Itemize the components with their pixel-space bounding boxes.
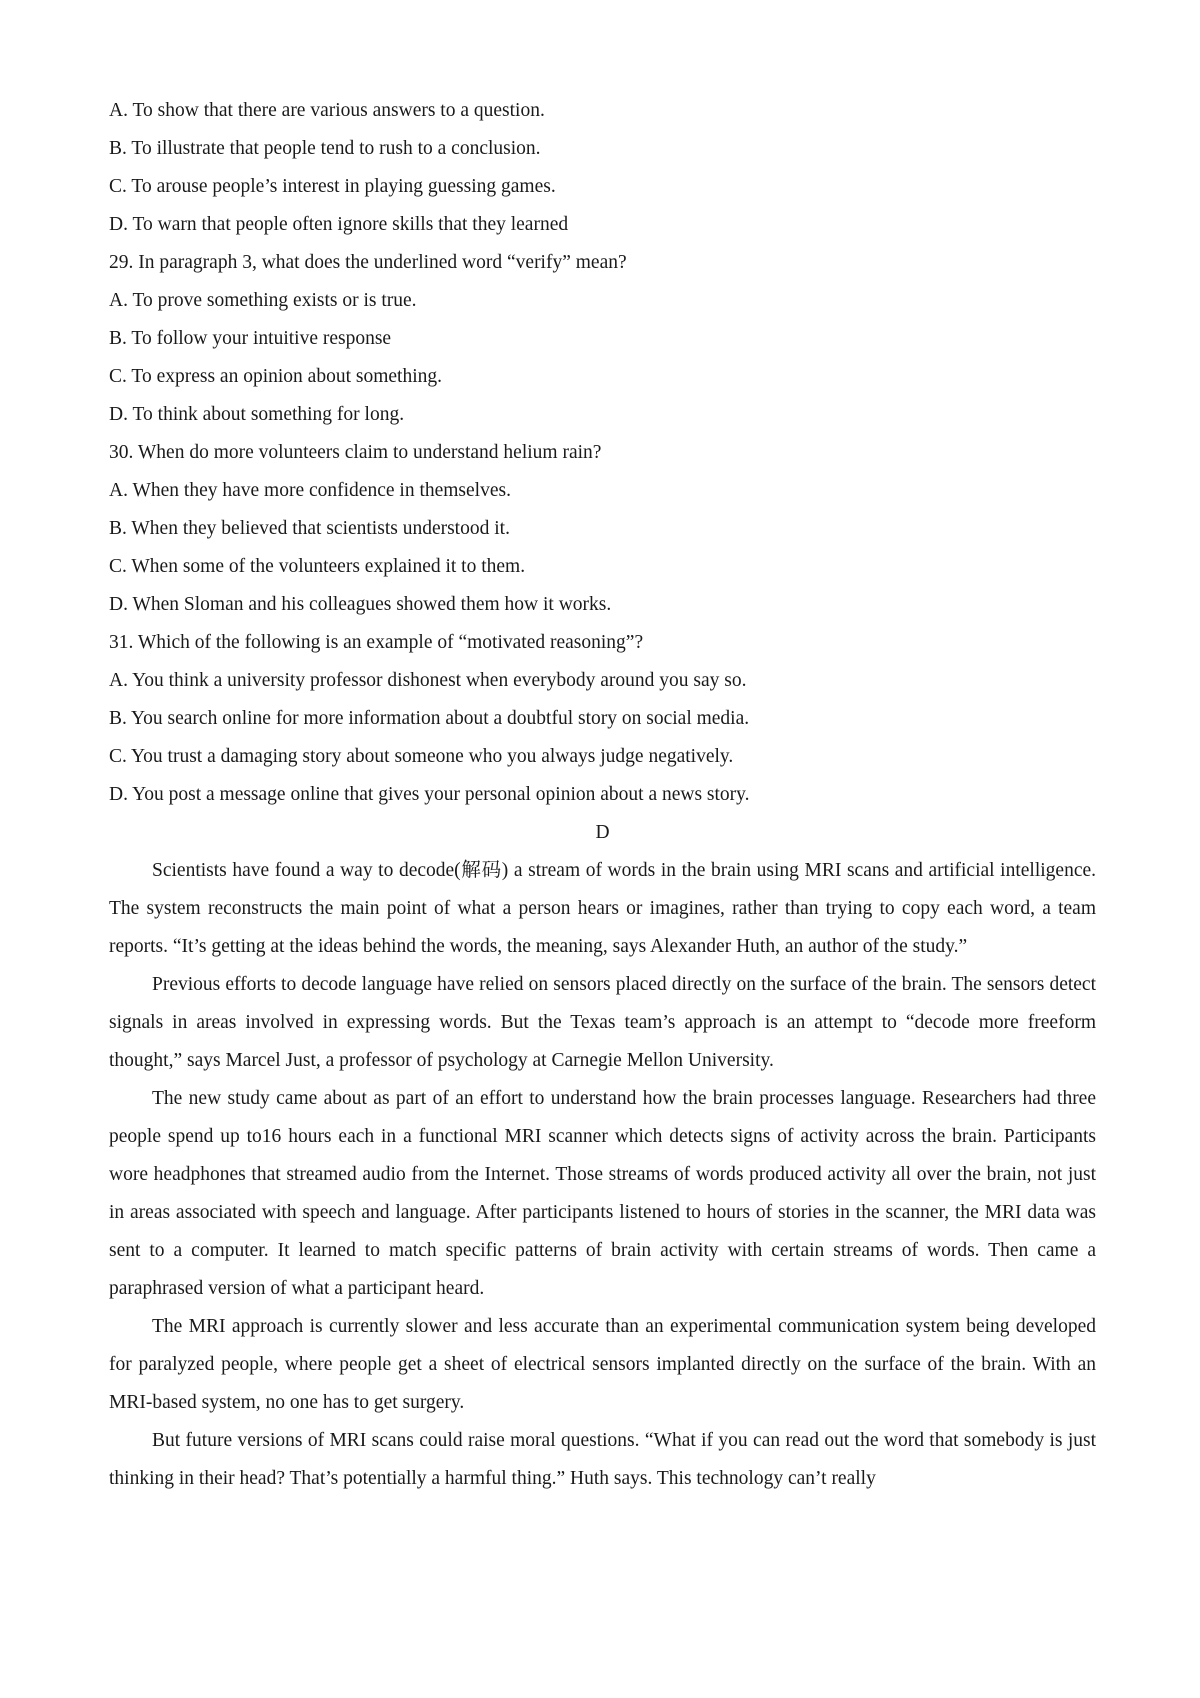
q30-stem: 30. When do more volunteers claim to understand helium rain?: [109, 442, 602, 463]
passage-d-paragraph-2: Previous efforts to decode language have relied on sensors placed directly on the surface of the brain. The sensors detect signals in areas involved in expressing words. But the Texas team’s approach is an attempt to “decode more freeform thought,” says Marcel Just, a professor of psychology at Carnegie Mellon University.: [109, 974, 1096, 1071]
q31-stem: 31. Which of the following is an example of “motivated reasoning”?: [109, 632, 644, 653]
q29-option-a: A. To prove something exists or is true.: [109, 290, 417, 311]
q28-option-a: A. To show that there are various answers to a question.: [109, 100, 545, 121]
q31-option-c: C. You trust a damaging story about someone who you always judge negatively.: [109, 746, 734, 767]
q30-option-c: C. When some of the volunteers explained it to them.: [109, 556, 526, 577]
q28-option-b: B. To illustrate that people tend to rush to a conclusion.: [109, 138, 541, 159]
q28-option-c: C. To arouse people’s interest in playing guessing games.: [109, 176, 556, 197]
passage-d-heading: D: [595, 822, 610, 843]
q31-option-a: A. You think a university professor dishonest when everybody around you say so.: [109, 670, 747, 691]
q29-option-d: D. To think about something for long.: [109, 404, 405, 425]
q31-option-b: B. You search online for more information about a doubtful story on social media.: [109, 708, 750, 729]
passage-d-paragraph-1: Scientists have found a way to decode(解码) a stream of words in the brain using MRI scans and artificial intelligence. The system reconstructs the main point of what a person hears or imagines, rather than trying to copy each word, a team reports. “It’s getting at the ideas behind the words, the meaning, says Alexander Huth, an author of the study.”: [109, 860, 1096, 957]
q28-option-d: D. To warn that people often ignore skills that they learned: [109, 214, 569, 235]
exam-page: [109, 92, 1096, 1498]
q31-option-d: D. You post a message online that gives your personal opinion about a news story.: [109, 784, 750, 805]
q29-option-b: B. To follow your intuitive response: [109, 328, 392, 349]
q30-option-a: A. When they have more confidence in themselves.: [109, 480, 511, 501]
passage-d-paragraph-4: The MRI approach is currently slower and less accurate than an experimental communication system being developed for paralyzed people, where people get a sheet of electrical sensors implanted directly on the surface of the brain. With an MRI-based system, no one has to get surgery.: [109, 1316, 1096, 1413]
q30-option-d: D. When Sloman and his colleagues showed them how it works.: [109, 594, 612, 615]
passage-d-paragraph-3: The new study came about as part of an effort to understand how the brain processes language. Researchers had three people spend up to16 hours each in a functional MRI scanner which detects signs of activity across the brain. Participants wore headphones that streamed audio from the Internet. Those streams of words produced activity all over the brain, not just in areas associated with speech and language. After participants listened to hours of stories in the scanner, the MRI data was sent to a computer. It learned to match specific patterns of brain activity with certain streams of words. Then came a paraphrased version of what a participant heard.: [109, 1088, 1096, 1299]
q29-option-c: C. To express an opinion about something.: [109, 366, 442, 387]
q29-stem: 29. In paragraph 3, what does the underlined word “verify” mean?: [109, 252, 627, 273]
passage-d-paragraph-5: But future versions of MRI scans could raise moral questions. “What if you can read out the word that somebody is just thinking in their head? That’s potentially a harmful thing.” Huth says. This technology can’t really: [109, 1430, 1096, 1489]
q30-option-b: B. When they believed that scientists understood it.: [109, 518, 510, 539]
